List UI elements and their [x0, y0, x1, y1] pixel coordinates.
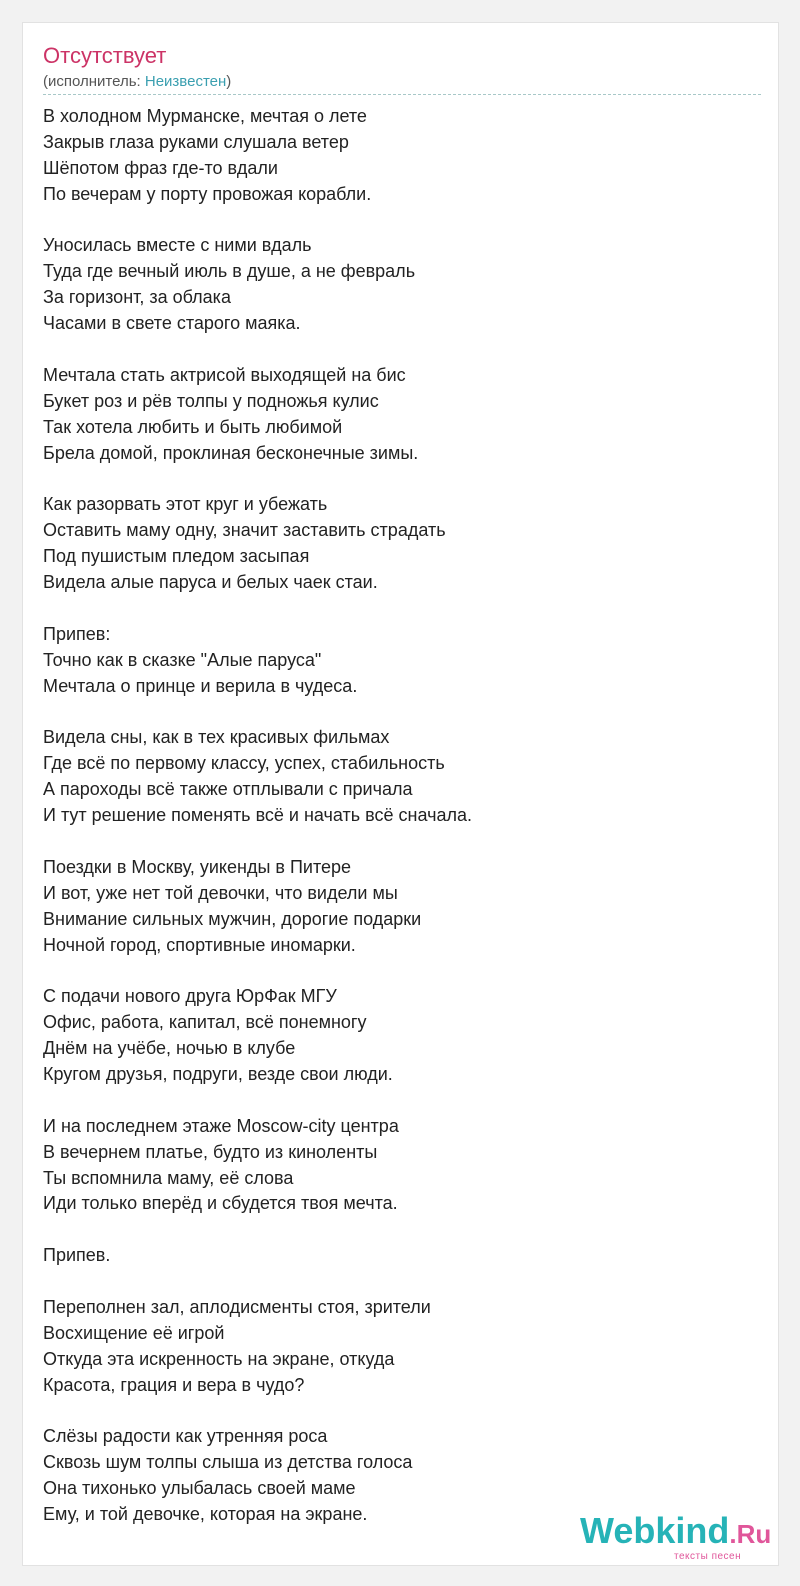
- lyric-line: [43, 829, 761, 855]
- lyric-line: Видела алые паруса и белых чаек стаи.: [43, 572, 378, 593]
- lyric-line: [43, 466, 761, 492]
- lyric-line: А пароходы всё также отплывали с причала: [43, 779, 413, 800]
- lyric-line: И вот, уже нет той девочки, что видели мы: [43, 882, 398, 903]
- lyric-line: Так хотела любить и быть любимой: [43, 416, 343, 437]
- lyric-line: [43, 1269, 761, 1295]
- dashed-divider: [43, 94, 761, 95]
- lyric-line: [43, 337, 761, 363]
- lyric-line: Сквозь шум толпы слыша из детства голоса: [43, 1452, 413, 1473]
- lyric-line: [43, 699, 761, 725]
- lyric-line: Иди только вперёд и сбудется твоя мечта.: [43, 1193, 398, 1214]
- lyric-line: Мечтала стать актрисой выходящей на бис: [43, 364, 406, 385]
- lyric-line: Как разорвать этот круг и убежать: [43, 494, 328, 515]
- lyric-line: Припев.: [43, 1245, 111, 1266]
- webkind-logo[interactable]: [580, 1511, 780, 1563]
- lyric-line: За горизонт, за облака: [43, 287, 231, 308]
- lyric-line: Видела сны, как в тех красивых фильмах: [43, 727, 390, 748]
- lyric-line: Внимание сильных мужчин, дорогие подарки: [43, 908, 422, 929]
- lyric-line: Она тихонько улыбалась своей маме: [43, 1478, 356, 1499]
- lyric-line: Переполнен зал, аплодисменты стоя, зрители: [43, 1296, 431, 1317]
- lyric-line: [43, 1399, 761, 1425]
- lyric-line: Уносилась вместе с ними вдаль: [43, 235, 312, 256]
- lyric-line: Брела домой, проклиная бесконечные зимы.: [43, 442, 419, 463]
- artist-line: [43, 73, 231, 91]
- lyric-line: Ему, и той девочке, которая на экране.: [43, 1504, 368, 1525]
- lyric-line: Кругом друзья, подруги, везде свои люди.: [43, 1063, 393, 1084]
- lyric-line: Мечтала о принце и верила в чудеса.: [43, 675, 358, 696]
- lyric-line: Точно как в сказке "Алые паруса": [43, 649, 322, 670]
- lyric-line: Туда где вечный июль в душе, а не февраль: [43, 261, 416, 282]
- artist-prefix: (исполнитель:: [43, 73, 145, 90]
- lyric-line: С подачи нового друга ЮрФак МГУ: [43, 986, 337, 1007]
- lyric-line: Слёзы радости как утренняя роса: [43, 1426, 328, 1447]
- lyric-line: [43, 208, 761, 234]
- lyric-line: Ты вспомнила маму, её слова: [43, 1167, 294, 1188]
- lyric-line: Откуда эта искренность на экране, откуда: [43, 1348, 395, 1369]
- artist-link[interactable]: Неизвестен: [144, 73, 227, 90]
- lyric-line: В холодном Мурманске, мечтая о лете: [43, 106, 367, 126]
- lyric-line: Восхищение её игрой: [43, 1322, 225, 1343]
- lyric-line: Поездки в Москву, уикенды в Питере: [43, 856, 352, 877]
- lyric-line: Днём на учёбе, ночью в клубе: [43, 1038, 296, 1059]
- lyric-line: В вечернем платье, будто из киноленты: [43, 1141, 378, 1162]
- lyric-line: [43, 958, 761, 984]
- logo-wordmark: [580, 1511, 771, 1554]
- logo-tld: .Ru: [729, 1519, 772, 1549]
- lyrics-card: [22, 22, 779, 1566]
- logo-main-text: Webkind: [580, 1510, 730, 1551]
- lyric-line: [43, 1217, 761, 1243]
- artist-suffix: ): [226, 73, 232, 90]
- lyric-line: Шёпотом фраз где-то вдали: [43, 157, 278, 178]
- lyric-line: [43, 596, 761, 622]
- lyric-line: Припев:: [43, 623, 111, 644]
- lyric-line: Часами в свете старого маяка.: [43, 313, 301, 334]
- lyric-line: Оставить маму одну, значит заставить страдать: [43, 520, 446, 541]
- lyric-line: По вечерам у порту провожая корабли.: [43, 183, 372, 204]
- lyric-line: Под пушистым пледом засыпая: [43, 546, 310, 567]
- lyrics-text: [43, 104, 761, 1528]
- song-title: Отсутствует: [43, 43, 167, 68]
- lyric-line: Ночной город, спортивные иномарки.: [43, 934, 356, 955]
- lyric-line: Офис, работа, капитал, всё понемногу: [43, 1012, 367, 1033]
- lyric-line: Закрыв глаза руками слушала ветер: [43, 131, 349, 152]
- lyric-line: [43, 1088, 761, 1114]
- lyric-line: Букет роз и рёв толпы у подножья кулис: [43, 390, 379, 411]
- lyric-line: Где всё по первому классу, успех, стабильность: [43, 753, 445, 774]
- logo-tagline: тексты песен: [674, 1551, 742, 1562]
- lyric-line: И тут решение поменять всё и начать всё сначала.: [43, 805, 472, 826]
- lyric-line: И на последнем этаже Moscow-city центра: [43, 1115, 399, 1136]
- lyric-line: Красота, грация и вера в чудо?: [43, 1374, 305, 1395]
